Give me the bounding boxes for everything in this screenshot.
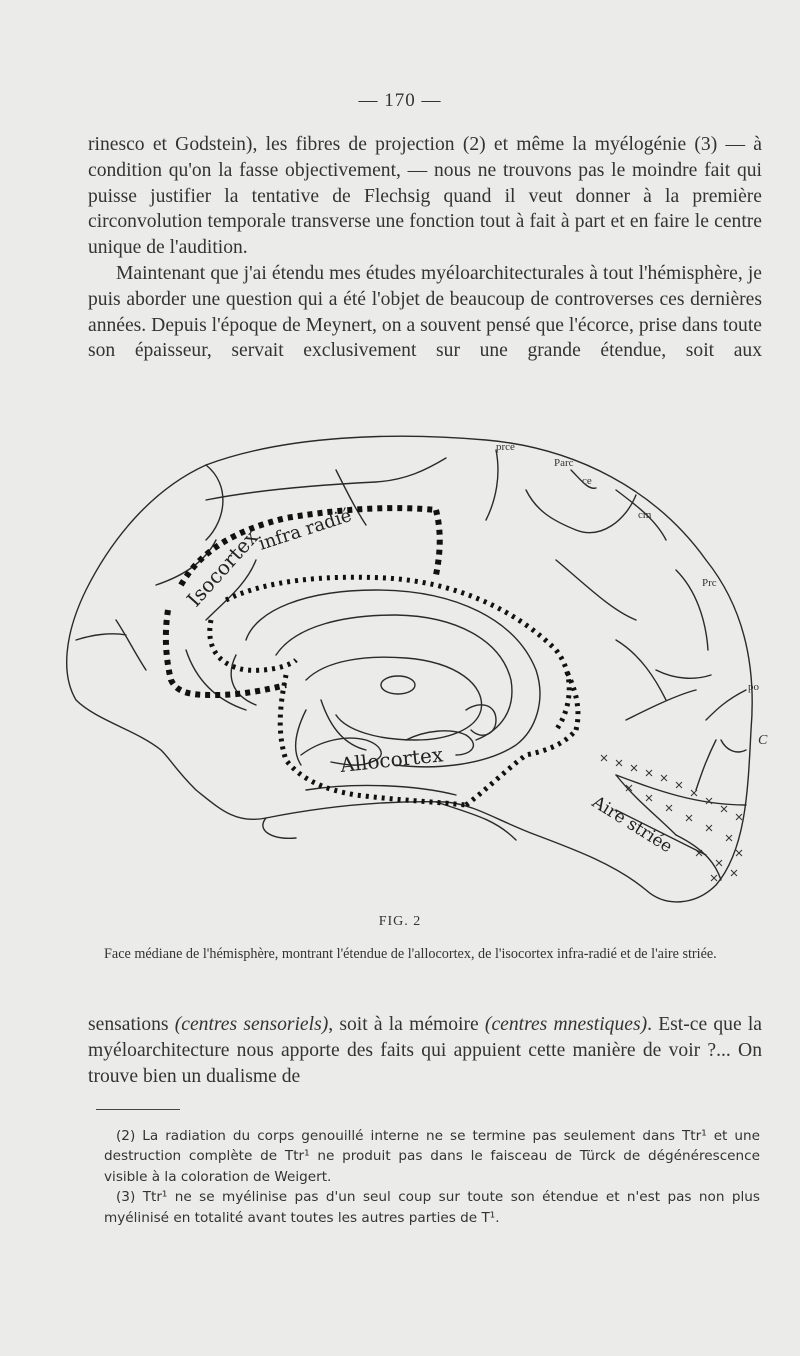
label-prc: Prc [702,577,717,589]
label-prce: prce [496,441,515,453]
footnote-2 [104,1126,760,1187]
figure-label: FIG. 2 [378,914,422,929]
label-po: po [748,681,759,693]
footnote-2-marker: (2) [116,1128,136,1144]
label-c: C [758,733,768,748]
footnote-3 [104,1187,760,1228]
paragraph-3 [88,1012,762,1089]
brain-medial-figure [56,410,768,910]
label-infra-radie: infra radié [256,505,355,555]
label-cm: cm [638,509,652,521]
footnote-rule [96,1109,180,1110]
figure-caption: Face médiane de l'hémisphère, montrant l'étendue de l'allocortex, de l'isocortex infra-radié et de l'aire striée. [104,946,717,962]
footnote-3-text: Ttr¹ ne se myélinise pas d'un seul coup sur toute son étendue et n'est pas non plus myélinisé en totalité avant toutes les autres parties de T¹. [104,1189,760,1226]
label-aire-striee: Aire striée [588,792,676,858]
paragraph-1: rinesco et Godstein), les fibres de projection (2) et même la myélogénie (3) — à condition qu'on la fasse objectivement, — nous ne trouvons pas le moindre fait qui puisse justifier la tentative de Flechsig quand il veut donner à la première circonvolution temporale transverse une fonction tout à fait à part et en faire le centre unique de l'audition. [88,134,762,259]
label-allocortex: Allocortex [339,742,445,777]
paragraph-3-italic-2: (centres mnestiques) [484,1014,648,1035]
footnote-2-text: La radiation du corps genouillé interne ne se termine pas seulement dans Ttr¹ et une destruction complète de Ttr¹ ne produit pas dans le faisceau de Türck de dégénérescence visible à la coloration de Weigert. [104,1128,761,1185]
label-parc: Parc [554,457,574,469]
label-isocortex: Isocortex [181,525,263,612]
paragraph-3-text-3: . Est-ce que la myéloarchitecture nous apporte des faits qui appuient cette manière de voir ?... On trouve bien un dualisme de [88,1014,762,1087]
paragraph-3-text-2: , soit à la mémoire [328,1014,485,1035]
paragraph-3-text-1: sensations [88,1014,175,1035]
page-number: — 170 — [358,90,442,111]
body-text-top [88,132,762,364]
paragraph-2: Maintenant que j'ai étendu mes études myéloarchitecturales à tout l'hémisphère, je puis aborder une question qui a été l'objet de beaucoup de controverses ces dernières années. Depuis l'époque de Meynert, on a souvent pensé que l'écorce, prise dans toute son épaisseur, servait exclusivement sur une grande étendue, soit aux [88,262,762,362]
footnotes [104,1126,760,1228]
paragraph-3-italic-1: (centres sensoriels) [174,1014,329,1035]
label-ce: ce [582,475,592,487]
footnote-3-marker: (3) [116,1189,136,1206]
